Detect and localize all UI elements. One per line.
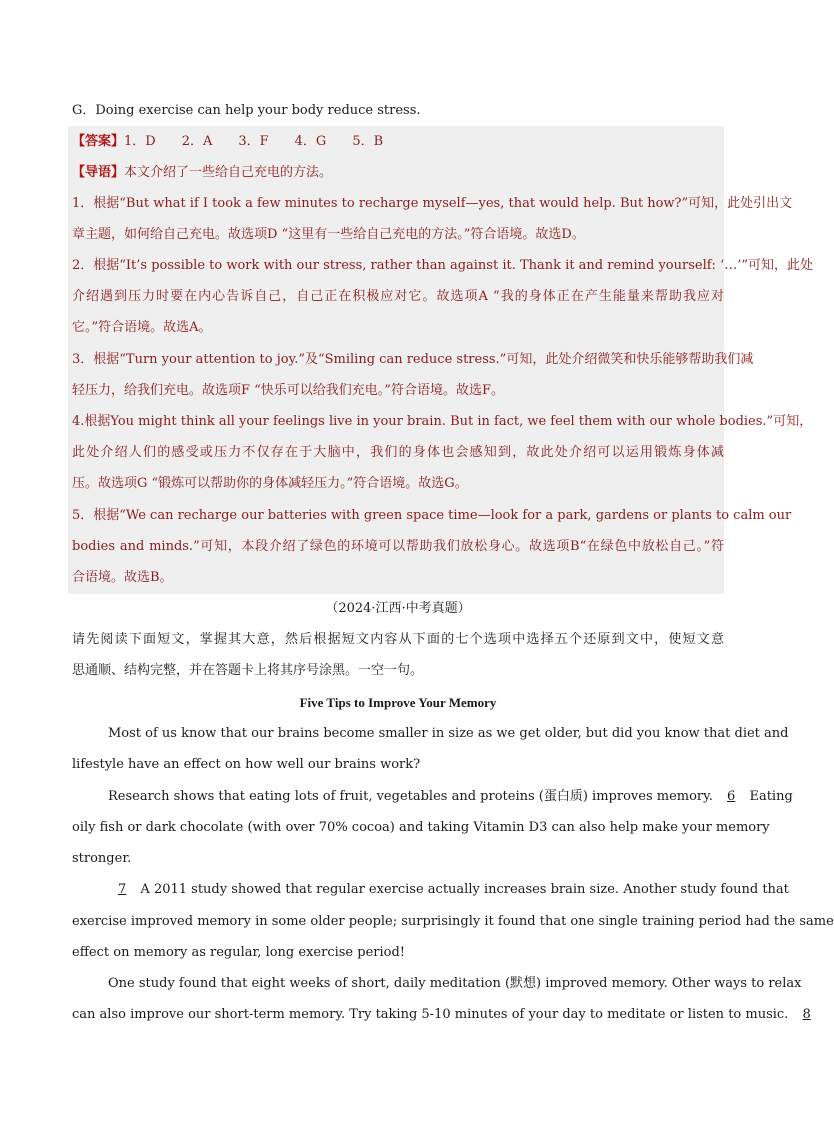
guide-label: 【导语】 bbox=[72, 165, 125, 180]
guide-line bbox=[72, 157, 724, 188]
answer-text: 1．D 2．A 3．F 4．G 5．B bbox=[124, 134, 384, 149]
passage-line: stronger. bbox=[72, 851, 132, 866]
explanation-line: 此处介绍人们的感受或压力不仅存在于大脑中，我们的身体也会感知到，故此处介绍可以运用锻炼身体减 bbox=[72, 445, 724, 460]
passage-line: One study found that eight weeks of short, daily meditation (默想) improved memory. Other ways to relax bbox=[108, 976, 802, 991]
passage-text: A 2011 study showed that regular exercise actually increases brain size. Another study found that bbox=[140, 882, 789, 897]
passage-line-with-blank bbox=[72, 999, 811, 1030]
passage-line: lifestyle have an effect on how well our brains work? bbox=[72, 757, 421, 772]
passage-line-with-blank bbox=[72, 874, 789, 905]
explanation-line: 合语境。故选B。 bbox=[72, 570, 173, 585]
blank-6[interactable]: 6 bbox=[727, 789, 736, 804]
explanation-line: 3．根据“Turn your attention to joy.”及“Smiling can reduce stress.”可知，此处介绍微笑和快乐能够帮助我们减 bbox=[72, 352, 754, 367]
explanation-line: 它。”符合语境。故选A。 bbox=[72, 320, 212, 335]
blank-8[interactable]: 8 bbox=[802, 1007, 811, 1022]
explanation-line: 2．根据“It’s possible to work with our stress, rather than against it. Thank it and remind yourself: ‘…’”可知，此处 bbox=[72, 258, 813, 273]
passage-text: Eating bbox=[749, 789, 793, 804]
passage-line: Most of us know that our brains become smaller in size as we get older, but did you know that diet and bbox=[108, 726, 789, 741]
passage-line-with-blank bbox=[72, 781, 793, 812]
option-g: G．Doing exercise can help your body reduce stress. bbox=[72, 103, 421, 118]
explanation-line: 章主题，如何给自己充电。故选项D “这里有一些给自己充电的方法。”符合语境。故选D。 bbox=[72, 227, 585, 242]
passage-line: exercise improved memory in some older people; surprisingly it found that one single training period had the same bbox=[72, 914, 834, 929]
explanation-line: 介绍遇到压力时要在内心告诉自己，自己正在积极应对它。故选项A “我的身体正在产生能量来帮助我应对 bbox=[72, 289, 724, 304]
question-source: （2024·江西·中考真题） bbox=[325, 601, 471, 616]
explanation-line: 4.根据You might think all your feelings live in your brain. But in fact, we feel them with our whole bodies.”可知， bbox=[72, 414, 813, 429]
answer-label: 【答案】 bbox=[72, 134, 125, 149]
explanation-line: 5．根据“We can recharge our batteries with green space time—look for a park, gardens or plants to calm our bbox=[72, 508, 792, 523]
explanation-line: 轻压力，给我们充电。故选项F “快乐可以给我们充电。”符合语境。故选F。 bbox=[72, 383, 504, 398]
answer-line bbox=[72, 126, 724, 157]
explanation-line: bodies and minds.”可知，本段介绍了绿色的环境可以帮助我们放松身心。故选项B“在绿色中放松自己。”符 bbox=[72, 539, 724, 554]
guide-text: 本文介绍了一些给自己充电的方法。 bbox=[124, 165, 333, 180]
explanation-line: 压。故选项G “锻炼可以帮助你的身体减轻压力。”符合语境。故选G。 bbox=[72, 476, 468, 491]
instruction-line: 请先阅读下面短文，掌握其大意，然后根据短文内容从下面的七个选项中选择五个还原到文中，使短文意 bbox=[72, 632, 724, 647]
passage-line: effect on memory as regular, long exercise period! bbox=[72, 945, 406, 960]
passage-line: oily fish or dark chocolate (with over 70% cocoa) and taking Vitamin D3 can also help make your memory bbox=[72, 820, 770, 835]
passage-text: can also improve our short-term memory. Try taking 5-10 minutes of your day to meditate or listen to music. bbox=[72, 1007, 789, 1022]
passage-text: Research shows that eating lots of fruit, vegetables and proteins (蛋白质) improves memory. bbox=[108, 789, 713, 804]
explanation-line: 1．根据“But what if I took a few minutes to recharge myself—yes, that would help. But how?”可知，此处引出文 bbox=[72, 196, 793, 211]
passage-title: Five Tips to Improve Your Memory bbox=[299, 695, 497, 710]
instruction-line: 思通顺、结构完整，并在答题卡上将其序号涂黑。一空一句。 bbox=[72, 663, 424, 678]
blank-7[interactable]: 7 bbox=[118, 882, 127, 897]
